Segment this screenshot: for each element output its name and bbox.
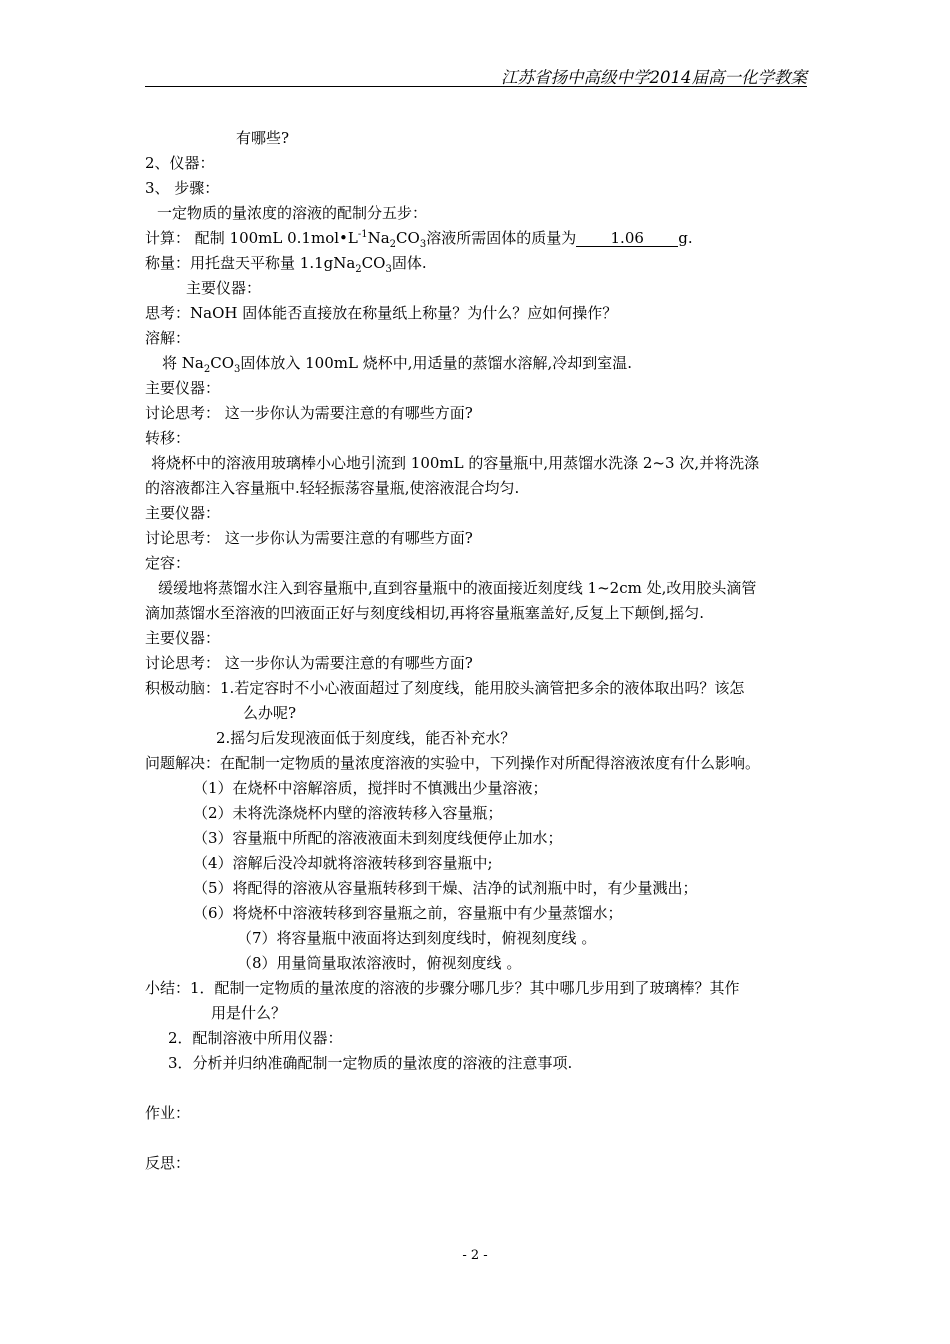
page-header-title: 江苏省扬中高级中学2014届高一化学教案 [501,68,807,87]
text-line: 思考：NaOH 固体能否直接放在称量纸上称量？为什么？应如何操作？ [145,304,618,322]
text-line: 有哪些? [236,129,290,147]
list-item: （8）用量筒量取浓溶液时，俯视刻度线 。 [237,954,522,972]
volume-heading: 定容： [145,554,191,572]
subscript: 3 [385,264,392,275]
text-line: 问题解决：在配制一定物质的量浓度溶液的实验中，下列操作对所配得溶液浓度有什么影响。 [145,754,761,772]
text-span: 固体. [391,254,427,272]
superscript: -1 [357,229,368,240]
text-line: 讨论思考： 这一步你认为需要注意的有哪些方面? [145,529,473,547]
text-span: 将 Na [162,354,204,372]
list-item: （5）将配得的溶液从容量瓶转移到干燥、洁净的试剂瓶中时，有少量溅出； [193,879,698,897]
list-item: （6）将烧杯中溶液转移到容量瓶之前，容量瓶中有少量蒸馏水； [193,904,623,922]
subscript: 3 [234,364,241,375]
transfer-heading: 转移： [145,429,191,447]
text-line: 么办呢? [243,704,297,722]
reflection-heading: 反思： [145,1154,191,1172]
text-line: 用是什么？ [211,1004,287,1022]
subscript: 2 [203,364,211,375]
text-span: CO [210,354,234,372]
list-item: （1）在烧杯中溶解溶质，搅拌时不慎溅出少量溶液； [193,779,548,797]
text-span: g. [678,229,693,247]
text-line: 主要仪器： [145,629,221,647]
text-span: 称量：用托盘天平称量 1.1gNa [145,254,356,272]
text-span: CO [361,254,386,272]
text-line: 小结：1．配制一定物质的量浓度的溶液的步骤分哪几步？其中哪几步用到了玻璃棒？其作 [145,979,740,997]
text-line: 讨论思考： 这一步你认为需要注意的有哪些方面? [145,404,473,422]
text-line: 将烧杯中的溶液用玻璃棒小心地引流到 100mL 的容量瓶中,用蒸馏水洗涤 2~3 次,并将洗涤 [151,454,760,472]
text-line: 主要仪器： [145,504,221,522]
text-line: 主要仪器： [145,379,221,397]
text-line: 缓缓地将蒸馏水注入到容量瓶中,直到容量瓶中的液面接近刻度线 1~2cm 处,改用胶头滴管 [158,579,757,597]
list-item: （4）溶解后没冷却就将溶液转移到容量瓶中; [193,854,493,872]
text-span: 计算： 配制 100mL 0.1mol•L [145,229,358,247]
text-line: 积极动脑：1.若定容时不小心液面超过了刻度线，能用胶头滴管把多余的液体取出吗？该怎 [145,679,745,697]
text-line: 2.摇匀后发现液面低于刻度线，能否补充水？ [216,729,516,747]
page-number: - 2 - [462,1248,488,1263]
answer-blank: 1.06 [576,230,678,247]
subscript: 2 [389,239,397,250]
text-line: 主要仪器： [186,279,262,297]
text-span: Na [367,229,390,247]
calculation-line [145,228,693,248]
text-span: 固体放入 100mL 烧杯中,用适量的蒸馏水溶解,冷却到室温. [240,354,633,372]
list-item: （7）将容量瓶中液面将达到刻度线时，俯视刻度线 。 [237,929,597,947]
text-line: 讨论思考： 这一步你认为需要注意的有哪些方面? [145,654,473,672]
list-item: （3）容量瓶中所配的溶液液面未到刻度线便停止加水； [193,829,563,847]
text-line: 2．配制溶液中所用仪器： [168,1029,343,1047]
text-span: 溶液所需固体的质量为 [426,229,577,247]
dissolve-line [162,353,632,373]
list-item: （2）未将洗涤烧杯内壁的溶液转移入容量瓶； [193,804,503,822]
dissolve-heading: 溶解： [145,329,191,347]
subscript: 2 [355,264,362,275]
instruments-heading: 2、仪器： [145,154,215,172]
text-line: 滴加蒸馏水至溶液的凹液面正好与刻度线相切,再将容量瓶塞盖好,反复上下颠倒,摇匀. [145,604,705,622]
text-line: 3．分析并归纳准确配制一定物质的量浓度的溶液的注意事项. [168,1054,573,1072]
weighing-line [145,253,427,273]
subscript: 3 [419,239,427,250]
text-line: 的溶液都注入容量瓶中.轻轻振荡容量瓶,使溶液混合均匀. [145,479,520,497]
steps-heading: 3、 步骤： [145,179,220,197]
header-rule [145,86,807,87]
text-span: CO [396,229,420,247]
text-line: 一定物质的量浓度的溶液的配制分五步： [157,204,428,222]
homework-heading: 作业： [145,1104,191,1122]
